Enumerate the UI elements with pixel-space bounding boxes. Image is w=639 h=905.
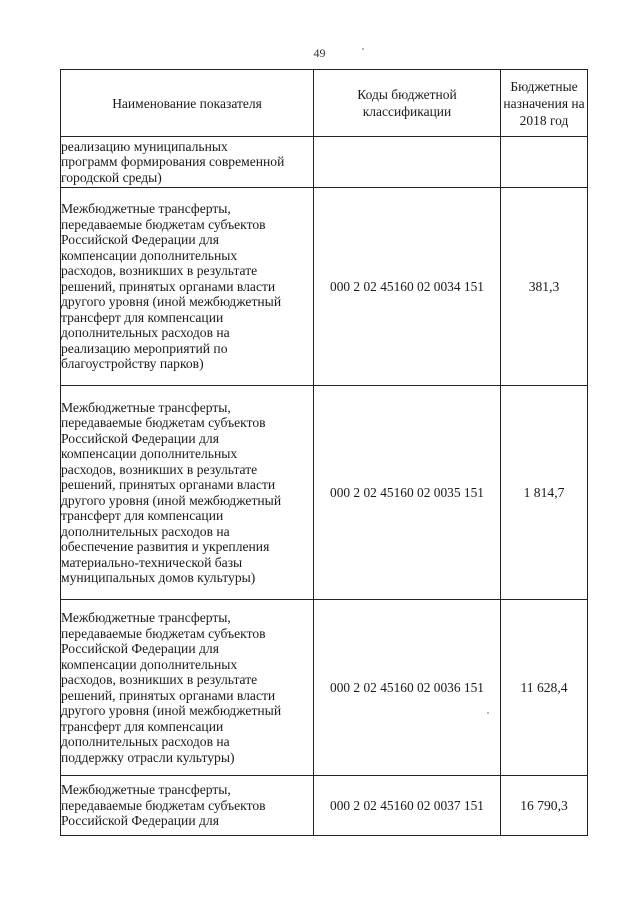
budget-table [60, 69, 588, 836]
name-line: реализацию мероприятий по [61, 340, 228, 356]
budget-code [314, 137, 501, 188]
name-line: передаваемые бюджетам субъектов [61, 625, 266, 641]
indicator-name [61, 776, 314, 836]
budget-amount: 1 814,7 [501, 386, 588, 600]
budget-amount: 381,3 [501, 188, 588, 386]
budget-amount: 16 790,3 [501, 776, 588, 836]
name-line: городской среды) [61, 169, 162, 185]
name-line: передаваемые бюджетам субъектов [61, 415, 266, 430]
name-line: дополнительных расходов на [61, 734, 230, 749]
table-header-row [61, 70, 588, 137]
name-line: дополнительных расходов на [61, 325, 230, 341]
name-line: компенсации дополнительных [61, 446, 238, 461]
name-line: трансферт для компенсации [61, 718, 224, 734]
name-line: обеспечение развития и укрепления [61, 539, 270, 554]
name-line: расходов, возникших в результате [61, 263, 258, 279]
name-line: материально-технической базы [61, 554, 243, 570]
name-line: передаваемые бюджетам субъектов [61, 216, 266, 232]
indicator-name [61, 137, 314, 188]
header-name: Наименование показателя [61, 70, 314, 137]
indicator-name [61, 600, 314, 776]
budget-amount [501, 137, 588, 188]
name-line: компенсации дополнительных [61, 656, 238, 672]
name-line: Межбюджетные трансферты, [61, 610, 231, 625]
name-line: Межбюджетные трансферты, [61, 399, 231, 415]
name-line: программ формирования современной [61, 154, 285, 170]
name-line: Межбюджетные трансферты, [61, 201, 231, 217]
name-line: решений, принятых органами власти [61, 477, 276, 492]
budget-code: 000 2 02 45160 02 0036 151 [314, 600, 501, 776]
page-number: 49 [313, 46, 326, 60]
table-row [61, 188, 588, 386]
header-code: Коды бюджетной классификации [314, 70, 501, 137]
name-line: Межбюджетные трансферты, [61, 782, 231, 798]
name-line: поддержку отрасли культуры) [61, 749, 235, 765]
budget-code: 000 2 02 45160 02 0034 151 [314, 188, 501, 386]
name-line: решений, принятых органами власти [61, 278, 276, 294]
name-line: Российской Федерации для [61, 813, 219, 829]
budget-amount: 11 628,4 [501, 600, 588, 776]
name-line: другого уровня (иной межбюджетный [61, 492, 282, 508]
name-line: Российской Федерации для [61, 430, 219, 446]
name-line: компенсации дополнительных [61, 247, 238, 263]
indicator-name [61, 386, 314, 600]
header-amount: Бюджетные назначения на 2018 год [501, 70, 588, 137]
budget-code: 000 2 02 45160 02 0035 151 [314, 386, 501, 600]
budget-code: 000 2 02 45160 02 0037 151 [314, 776, 501, 836]
name-line: расходов, возникших в результате [61, 672, 258, 687]
table-row [61, 386, 588, 600]
name-line: Российской Федерации для [61, 232, 219, 248]
table-row [61, 776, 588, 836]
table-row [61, 600, 588, 776]
scan-speck [362, 48, 364, 50]
name-line: муниципальных домов культуры) [61, 570, 256, 585]
name-line: трансферт для компенсации [61, 508, 224, 523]
table-row [61, 137, 588, 188]
name-line: другого уровня (иной межбюджетный [61, 703, 282, 718]
name-line: благоустройству парков) [61, 356, 204, 372]
name-line: решений, принятых органами власти [61, 687, 276, 703]
name-line: трансферт для компенсации [61, 309, 224, 325]
name-line: другого уровня (иной межбюджетный [61, 294, 282, 310]
name-line: передаваемые бюджетам субъектов [61, 797, 266, 813]
name-line: дополнительных расходов на [61, 523, 230, 539]
name-line: расходов, возникших в результате [61, 461, 258, 477]
name-line: Российской Федерации для [61, 641, 219, 656]
indicator-name [61, 188, 314, 386]
name-line: реализацию муниципальных [61, 138, 228, 154]
